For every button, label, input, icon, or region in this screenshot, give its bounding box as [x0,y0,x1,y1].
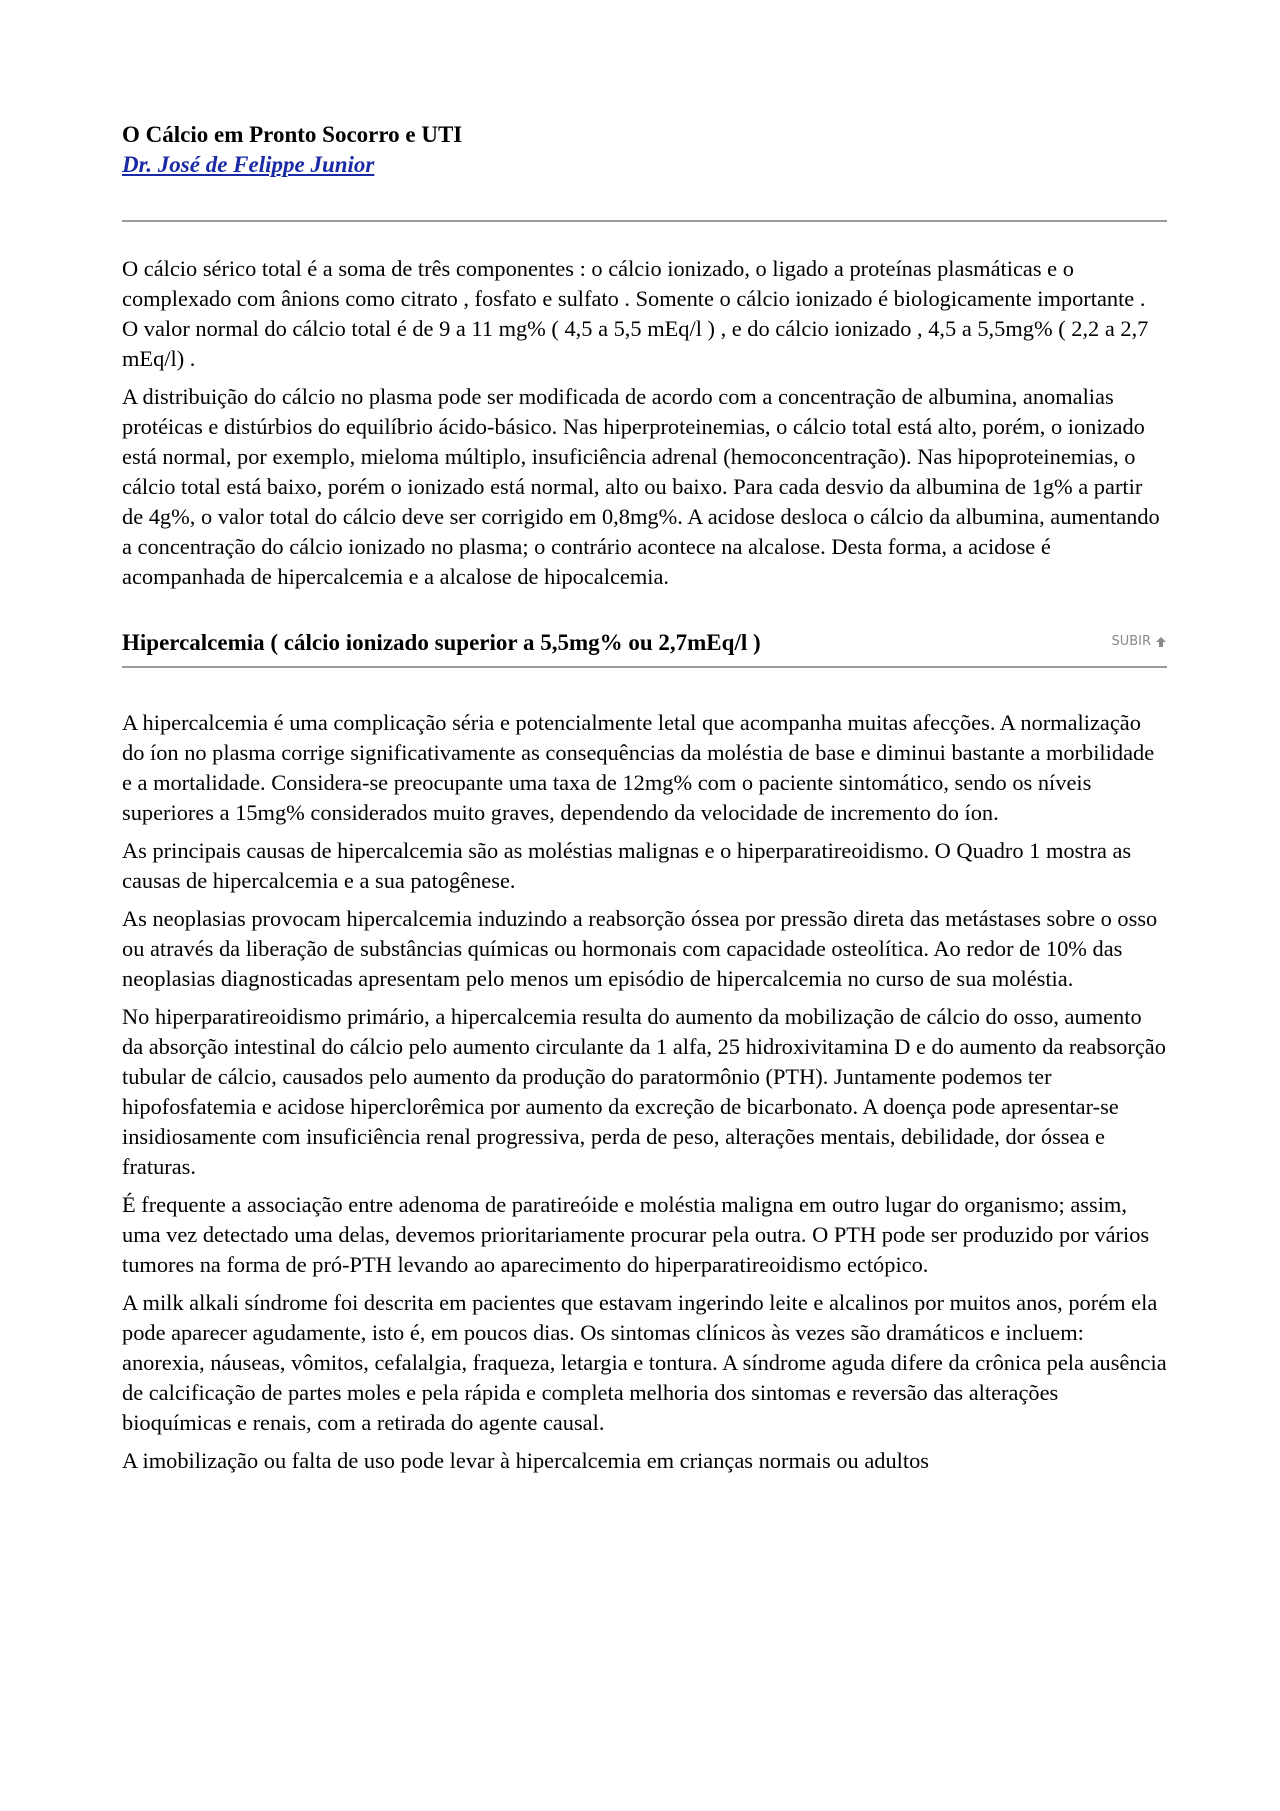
section-paragraph: As neoplasias provocam hipercalcemia induzindo a reabsorção óssea por pressão direta das metástases sobre o osso ou através da liberação de substâncias químicas ou hormonais com capacidade osteolítica. Ao redor de 10% das neoplasias diagnosticadas apresentam pelo menos um episódio de hipercalcemia no curso de sua moléstia. [122,906,1158,991]
hypercalcemia-section [122,708,1167,1476]
section-header [122,628,1167,658]
arrow-up-icon [1155,636,1167,648]
section-paragraph: A imobilização ou falta de uso pode levar à hipercalcemia em crianças normais ou adultos [122,1448,930,1473]
back-to-top-button[interactable] [1111,634,1167,649]
page-title: O Cálcio em Pronto Socorro e UTI [122,122,463,147]
section-paragraph: A hipercalcemia é uma complicação séria e potencialmente letal que acompanha muitas afecções. A normalização do íon no plasma corrige significativamente as consequências da moléstia de base e diminui bastante a morbilidade e a mortalidade. Considera-se preocupante uma taxa de 12mg% com o paciente sintomático, sendo os níveis superiores a 15mg% considerados muito graves, dependendo da velocidade de incremento do íon. [122,710,1155,825]
intro-paragraph: A distribuição do cálcio no plasma pode ser modificada de acordo com a concentração de albumina, anomalias protéicas e distúrbios do equilíbrio ácido-básico. Nas hiperproteinemias, o cálcio total está alto, porém, o ionizado está normal, por exemplo, mieloma múltiplo, insuficiência adrenal (hemoconcentração). Nas hipoproteinemias, o cálcio total está baixo, porém o ionizado está normal, alto ou baixo. Para cada desvio da albumina de 1g% a partir de 4g%, o valor total do cálcio deve ser corrigido em 0,8mg%. A acidose desloca o cálcio da albumina, aumentando a concentração do cálcio ionizado no plasma; o contrário acontece na alcalose. Desta forma, a acidose é acompanhada de hipercalcemia e a alcalose de hipocalcemia. [122,384,1160,589]
section-paragraph: As principais causas de hipercalcemia são as moléstias malignas e o hiperparatireoidismo. O Quadro 1 mostra as causas de hipercalcemia e a sua patogênese. [122,838,1132,893]
section-title: Hipercalcemia ( cálcio ionizado superior a 5,5mg% ou 2,7mEq/l ) [122,630,761,655]
intro-section [122,254,1167,592]
intro-paragraph: O cálcio sérico total é a soma de três componentes : o cálcio ionizado, o ligado a proteínas plasmáticas e o complexado com ânions como citrato , fosfato e sulfato . Somente o cálcio ionizado é biologicamente importante . O valor normal do cálcio total é de 9 a 11 mg% ( 4,5 a 5,5 mEq/l ) , e do cálcio ionizado , 4,5 a 5,5mg% ( 2,2 a 2,7 mEq/l) . [122,256,1149,371]
back-to-top-label: SUBIR [1111,634,1151,649]
section-paragraph: A milk alkali síndrome foi descrita em pacientes que estavam ingerindo leite e alcalinos por muitos anos, porém ela pode aparecer agudamente, isto é, em poucos dias. Os sintomas clínicos às vezes são dramáticos e incluem: anorexia, náuseas, vômitos, cefalalgia, fraqueza, letargia e tontura. A síndrome aguda difere da crônica pela ausência de calcificação de partes moles e pela rápida e completa melhoria dos sintomas e reversão das alterações bioquímicas e renais, com a retirada do agente causal. [122,1290,1167,1435]
author-link[interactable]: Dr. José de Felippe Junior [122,152,375,177]
section-paragraph: É frequente a associação entre adenoma de paratireóide e moléstia maligna em outro lugar do organismo; assim, uma vez detectado uma delas, devemos prioritariamente procurar pela outra. O PTH pode ser produzido por vários tumores na forma de pró-PTH levando ao aparecimento do hiperparatireoidismo ectópico. [122,1192,1150,1277]
header-divider [122,220,1167,222]
document-content [122,120,1167,1484]
section-paragraph: No hiperparatireoidismo primário, a hipercalcemia resulta do aumento da mobilização de cálcio do osso, aumento da absorção intestinal do cálcio pelo aumento circulante da 1 alfa, 25 hidroxivitamina D e do aumento da reabsorção tubular de cálcio, causados pelo aumento da produção do paratormônio (PTH). Juntamente podemos ter hipofosfatemia e acidose hiperclorêmica por aumento da excreção de bicarbonato. A doença pode apresentar-se insidiosamente com insuficiência renal progressiva, perda de peso, alterações mentais, debilidade, dor óssea e fraturas. [122,1004,1166,1179]
section-divider [122,666,1167,668]
